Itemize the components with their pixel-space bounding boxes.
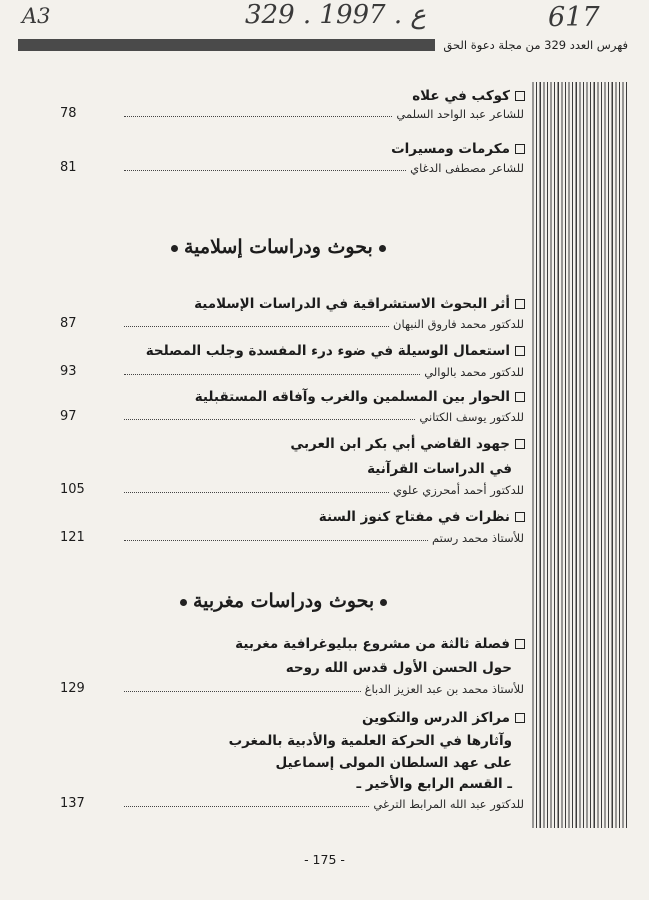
entry-author: للأستاذ محمد بن عبد العزيز الدباغ [364, 682, 524, 696]
dot-leader [124, 419, 415, 420]
handwritten-corner-note: A3 [22, 4, 51, 28]
checkbox-icon [515, 439, 525, 449]
dot-leader [124, 326, 389, 327]
entry-page: 87 [60, 316, 77, 331]
entry-author: للدكتور عبد الله المرابط الترغي [373, 797, 524, 811]
entry-page: 121 [60, 530, 85, 545]
entry-title: أثر البحوث الاستشراقية في الدراسات الإسلامية [194, 296, 525, 312]
checkbox-icon [515, 713, 525, 723]
entry-page: 129 [60, 681, 85, 696]
entry-title-continued: على عهد السلطان المولى إسماعيل [275, 755, 512, 771]
entry-title-continued: وآثارها في الحركة العلمية والأدبية بالمغرب [228, 733, 512, 749]
entry-page: 105 [60, 482, 85, 497]
bullet-icon [171, 245, 178, 252]
decorative-stripes [530, 82, 629, 828]
dot-leader [124, 170, 406, 171]
checkbox-icon [515, 639, 525, 649]
entry-row [60, 106, 525, 121]
entry-title: مكرمات ومسيرات [391, 141, 525, 157]
bullet-icon [380, 599, 387, 606]
handwritten-reference: 329 . ع . 1997 [245, 0, 426, 30]
entry-title-continued: حول الحسن الأول قدس الله روحه [285, 660, 512, 676]
entry-author: للشاعر عبد الواحد السلمي [396, 107, 524, 121]
entry-title-continued: في الدراسات القرآنية [367, 461, 512, 477]
entry-author: للدكتور محمد فاروق النبهان [393, 317, 524, 331]
checkbox-icon [515, 91, 525, 101]
checkbox-icon [515, 346, 525, 356]
entry-page: 93 [60, 364, 77, 379]
bullet-icon [379, 245, 386, 252]
page-number: - 175 - [304, 852, 345, 867]
entry-title: مراكز الدرس والتكوين [362, 710, 525, 726]
bullet-icon [180, 599, 187, 606]
entry-row [60, 796, 525, 811]
entry-page: 78 [60, 106, 77, 121]
entry-title: الحوار بين المسلمين والغرب وآفاقه المستقبلية [195, 389, 525, 405]
entry-row [60, 364, 525, 379]
handwritten-number: 617 [548, 2, 600, 33]
entry-title: استعمال الوسيلة في ضوء درء المفسدة وجلب المصلحة [146, 343, 525, 359]
entry-author: للدكتور أحمد أمحرزي علوي [392, 483, 524, 497]
entry-row [60, 530, 525, 545]
dot-leader [124, 540, 428, 541]
entry-title: جهود القاضي أبي بكر ابن العربي [290, 436, 525, 452]
checkbox-icon [515, 512, 525, 522]
dot-leader [124, 492, 389, 493]
checkbox-icon [515, 144, 525, 154]
entry-page: 97 [60, 409, 77, 424]
header-bar-fill [18, 39, 435, 51]
entry-page: 81 [60, 160, 77, 175]
checkbox-icon [515, 392, 525, 402]
entry-row [60, 409, 525, 424]
dot-leader [124, 116, 392, 117]
section-heading: بحوث ودراسات إسلامية [165, 236, 392, 258]
checkbox-icon [515, 299, 525, 309]
entry-row [60, 160, 525, 175]
dot-leader [124, 374, 420, 375]
entry-title: كوكب في علاه [412, 88, 525, 104]
entry-page: 137 [60, 796, 85, 811]
entry-row [60, 482, 525, 497]
entry-title: نظرات في مفتاح كنوز السنة [319, 509, 525, 525]
entry-author: للدكتور محمد بالوالي [424, 365, 524, 379]
running-header [18, 36, 632, 54]
dot-leader [124, 691, 361, 692]
entry-author: للأستاذ محمد رستم [432, 531, 524, 545]
entry-author: للدكتور يوسف الكتاني [419, 410, 524, 424]
entry-row [60, 681, 525, 696]
entry-title: فصلة ثالثة من مشروع ببليوغرافية مغربية [235, 636, 525, 652]
entry-title-continued: ـ القسم الرابع والأخير ـ [356, 776, 512, 792]
entry-row [60, 316, 525, 331]
section-heading: بحوث ودراسات مغربية [174, 590, 393, 612]
entry-author: للشاعر مصطفى الدغاي [410, 161, 524, 175]
header-text: فهرس العدد 329 من مجلة دعوة الحق [443, 38, 628, 52]
dot-leader [124, 806, 369, 807]
